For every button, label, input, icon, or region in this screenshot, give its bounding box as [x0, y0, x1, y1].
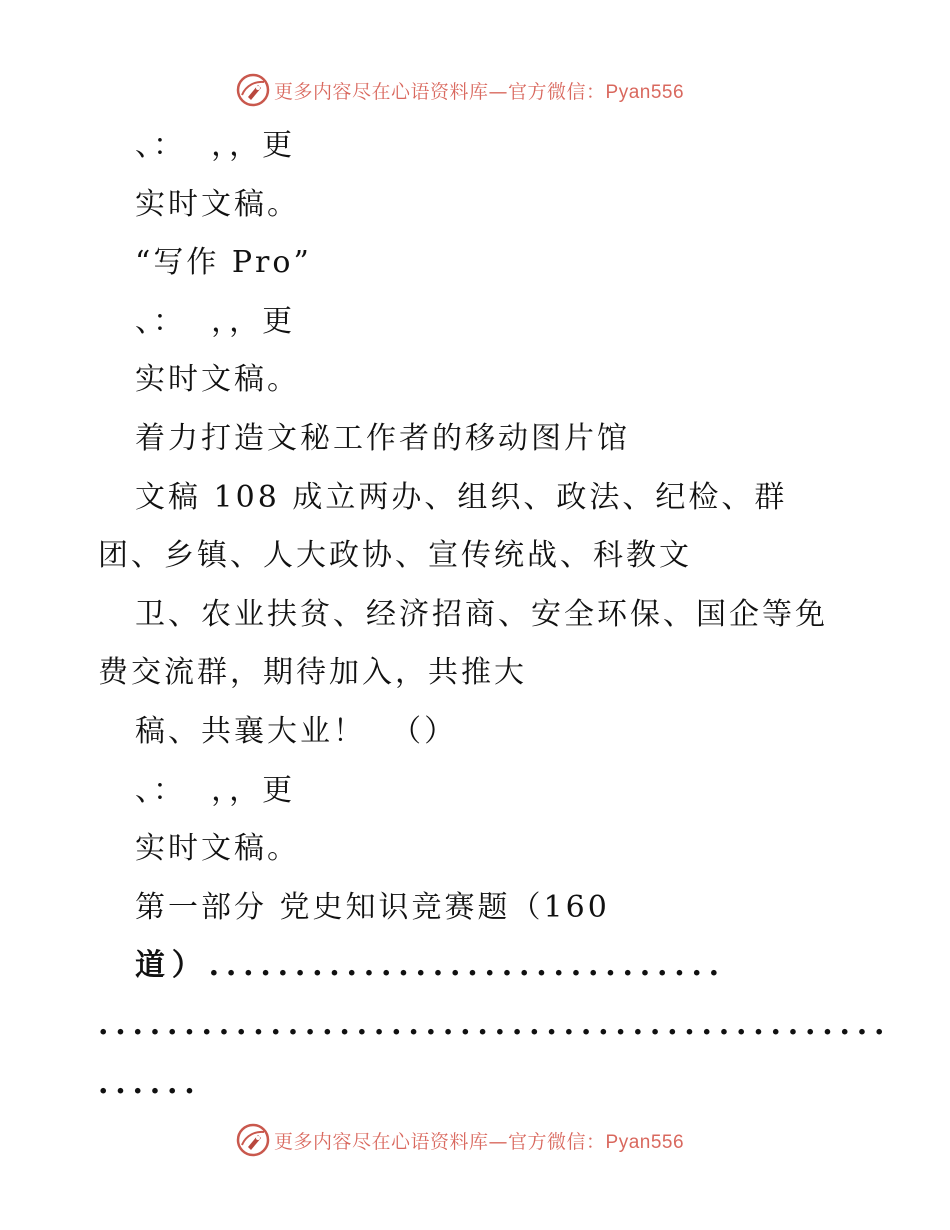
pen-logo-icon	[236, 1123, 270, 1157]
text-line: 、： ，，更	[135, 303, 296, 339]
text-line: 稿、共襄大业！ （）	[135, 713, 458, 749]
text-line: “写作 Pro”	[135, 245, 312, 281]
watermark-text: 更多内容尽在心语资料库—官方微信：Pyan556	[274, 80, 685, 103]
footer-watermark	[236, 1122, 684, 1158]
watermark-handle: Pyan556	[605, 1131, 685, 1153]
pen-logo-icon	[236, 73, 270, 107]
toc-leader-line: 道）..............................	[135, 948, 726, 984]
toc-leader-line: ..............................................	[98, 1006, 892, 1042]
text-line: 实时文稿。	[135, 362, 300, 398]
text-line: 实时文稿。	[135, 831, 300, 867]
text-line: 第一部分 党史知识竞赛题（160	[135, 889, 610, 925]
text-line: 费交流群，期待加入，共推大	[98, 655, 527, 691]
toc-leader-line: ......	[98, 1065, 202, 1101]
document-body	[98, 117, 892, 1113]
watermark-text: 更多内容尽在心语资料库—官方微信：Pyan556	[274, 1130, 685, 1153]
text-line: 卫、农业扶贫、经济招商、安全环保、国企等免	[135, 596, 828, 632]
watermark-handle: Pyan556	[605, 81, 685, 103]
header-watermark	[236, 72, 684, 108]
text-line: 、： ，，更	[135, 772, 296, 808]
text-line: 着力打造文秘工作者的移动图片馆	[135, 420, 630, 456]
text-line: 团、乡镇、人大政协、宣传统战、科教文	[98, 538, 692, 574]
text-line: 、： ，，更	[135, 128, 296, 163]
text-line: 实时文稿。	[135, 186, 300, 222]
text-line: 文稿 108 成立两办、组织、政法、纪检、群	[135, 479, 788, 515]
